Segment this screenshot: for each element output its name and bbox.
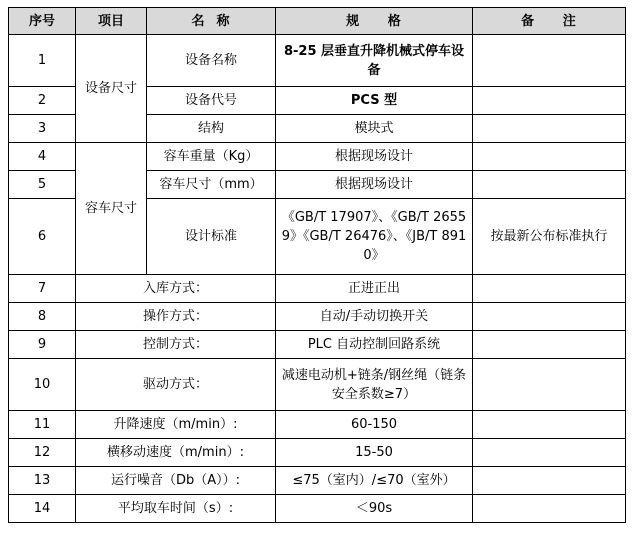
row-number: 12 <box>9 439 76 467</box>
header-note: 备 注 <box>473 8 626 35</box>
spec-table <box>8 7 626 523</box>
row-name: 入库方式： <box>76 275 276 303</box>
row-note <box>473 303 626 331</box>
row-name: 平均取车时间（s）: <box>76 495 276 523</box>
row-note <box>473 143 626 171</box>
header-name: 名 称 <box>147 8 276 35</box>
row-spec: 正进正出 <box>276 275 473 303</box>
row-name: 操作方式： <box>76 303 276 331</box>
row-number: 7 <box>9 275 76 303</box>
row-name: 横移动速度（m/min）: <box>76 439 276 467</box>
row-name: 容车尺寸（mm） <box>147 171 276 199</box>
row-spec: 15-50 <box>276 439 473 467</box>
row-spec: PLC 自动控制回路系统 <box>276 331 473 359</box>
row-number: 8 <box>9 303 76 331</box>
row-note <box>473 359 626 411</box>
table-row <box>9 411 626 439</box>
row-number: 14 <box>9 495 76 523</box>
row-number: 11 <box>9 411 76 439</box>
row-name: 设计标准 <box>147 199 276 275</box>
table-row <box>9 143 626 171</box>
row-spec: 自动/手动切换开关 <box>276 303 473 331</box>
header-item: 项目 <box>76 8 147 35</box>
row-spec: 60-150 <box>276 411 473 439</box>
table-row <box>9 275 626 303</box>
table-row <box>9 303 626 331</box>
row-note <box>473 171 626 199</box>
row-number: 2 <box>9 87 76 115</box>
header-spec: 规 格 <box>276 8 473 35</box>
row-spec: 8-25 层垂直升降机械式停车设备 <box>276 35 473 87</box>
row-note <box>473 411 626 439</box>
row-note <box>473 495 626 523</box>
row-spec: 根据现场设计 <box>276 171 473 199</box>
row-number: 3 <box>9 115 76 143</box>
row-spec: PCS 型 <box>276 87 473 115</box>
row-note <box>473 115 626 143</box>
row-name: 设备代号 <box>147 87 276 115</box>
header-row <box>9 8 626 35</box>
row-spec: 模块式 <box>276 115 473 143</box>
row-name: 设备名称 <box>147 35 276 87</box>
header-no: 序号 <box>9 8 76 35</box>
row-spec: 《GB/T 17907》、《GB/T 26559》《GB/T 26476》、《JB/T 8910》 <box>276 199 473 275</box>
row-spec: 减速电动机+链条/钢丝绳（链条安全系数≥7） <box>276 359 473 411</box>
row-spec: ≤75（室内）/≤70（室外） <box>276 467 473 495</box>
group-parking-size: 容车尺寸 <box>76 143 147 275</box>
row-note <box>473 467 626 495</box>
row-note: 按最新公布标准执行 <box>473 199 626 275</box>
row-name: 运行噪音（Db（A））: <box>76 467 276 495</box>
row-name: 容车重量（Kg） <box>147 143 276 171</box>
table-row <box>9 331 626 359</box>
row-number: 4 <box>9 143 76 171</box>
row-name: 升降速度（m/min）: <box>76 411 276 439</box>
row-name: 驱动方式： <box>76 359 276 411</box>
row-number: 6 <box>9 199 76 275</box>
row-note <box>473 439 626 467</box>
row-number: 13 <box>9 467 76 495</box>
table-row <box>9 359 626 411</box>
row-name: 结构 <box>147 115 276 143</box>
row-number: 5 <box>9 171 76 199</box>
table-row <box>9 495 626 523</box>
table-row <box>9 467 626 495</box>
row-note <box>473 275 626 303</box>
row-number: 9 <box>9 331 76 359</box>
row-note <box>473 87 626 115</box>
group-equipment-size: 设备尺寸 <box>76 35 147 143</box>
row-number: 1 <box>9 35 76 87</box>
row-spec: 根据现场设计 <box>276 143 473 171</box>
row-spec: ＜90s <box>276 495 473 523</box>
table-row <box>9 439 626 467</box>
row-name: 控制方式： <box>76 331 276 359</box>
table-row <box>9 35 626 87</box>
row-note <box>473 331 626 359</box>
row-note <box>473 35 626 87</box>
row-number: 10 <box>9 359 76 411</box>
